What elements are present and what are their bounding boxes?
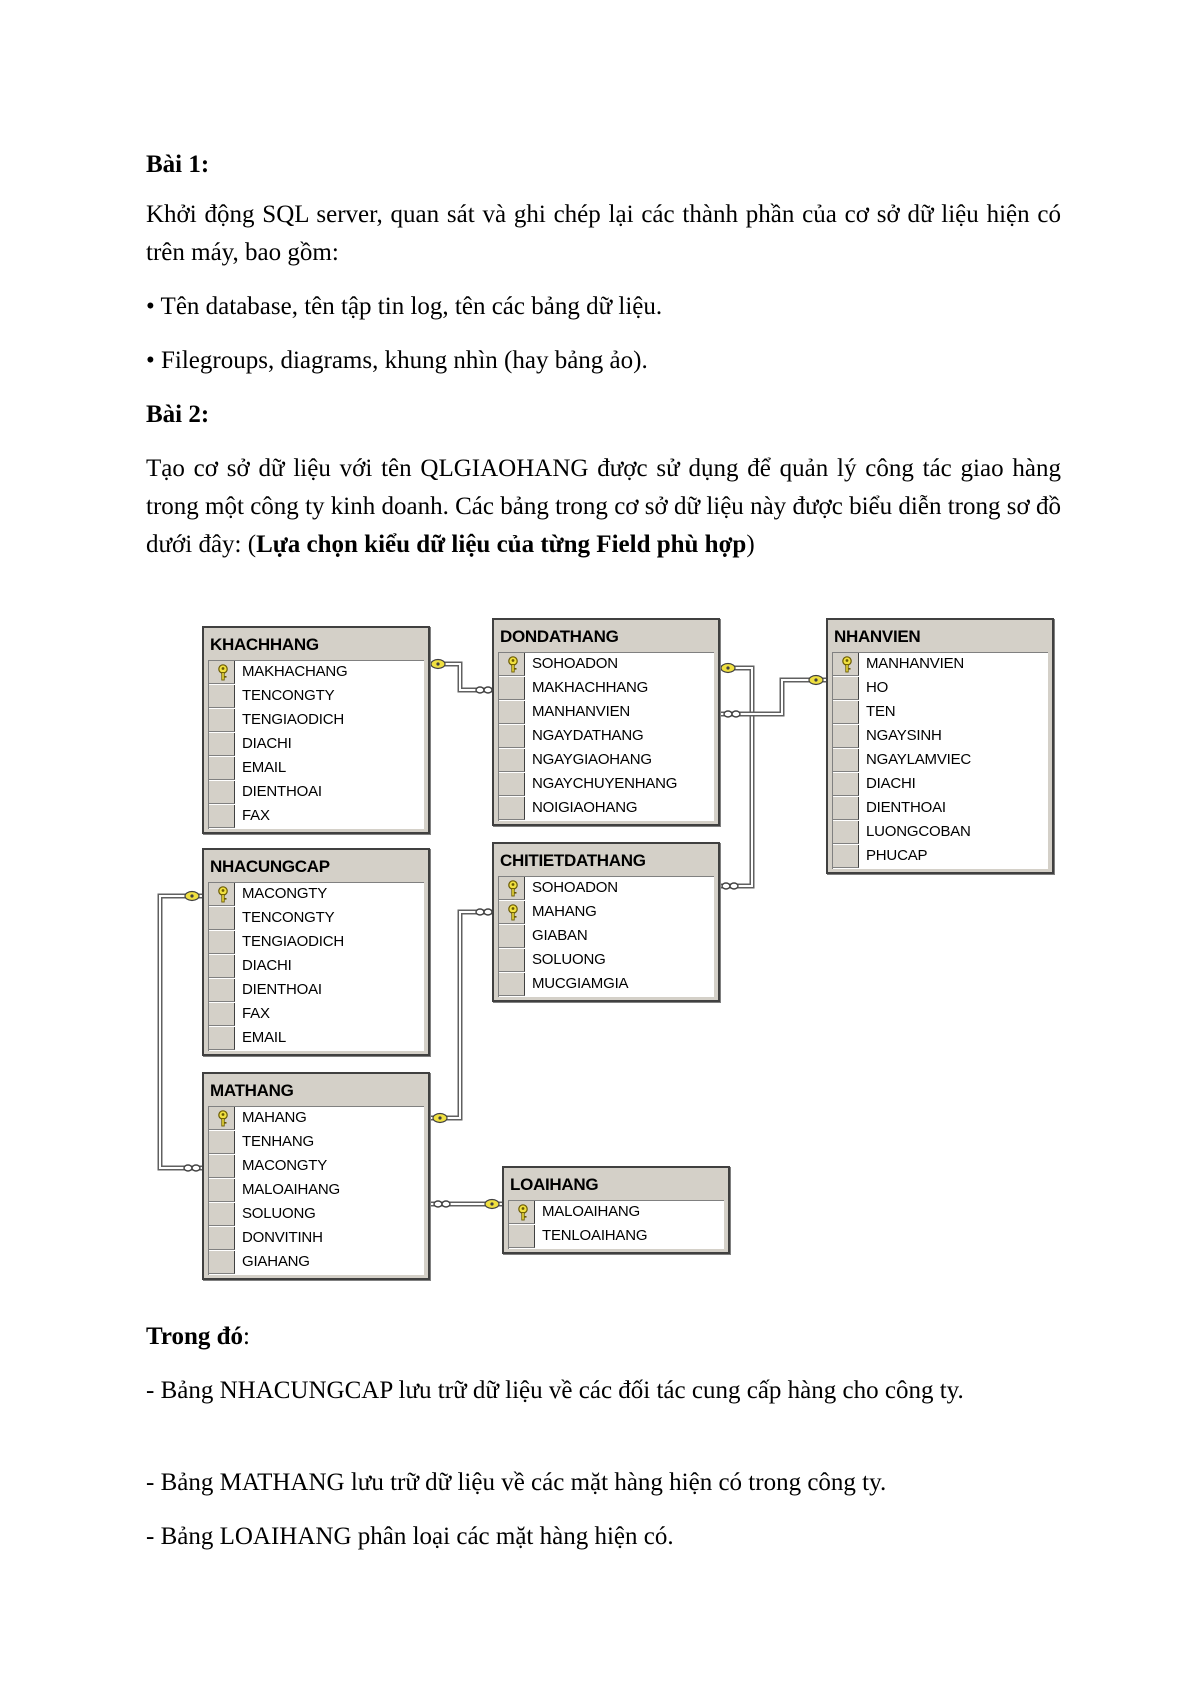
row-selector[interactable] [499, 677, 525, 700]
column-name: TENGIAODICH [242, 933, 344, 950]
column-name: DIACHI [242, 735, 292, 752]
column-row[interactable] [209, 1155, 424, 1179]
one-end-key-icon [485, 1200, 499, 1209]
relationship-line-inner [720, 668, 752, 886]
column-row[interactable] [499, 949, 714, 973]
column-name: DONVITINH [242, 1229, 323, 1246]
column-name: MALOAIHANG [542, 1203, 641, 1220]
relationship-line-inner [720, 680, 826, 714]
row-selector[interactable] [499, 973, 525, 996]
column-row[interactable] [499, 925, 714, 949]
column-name: HO [866, 679, 889, 696]
relationship-line-inner [430, 912, 492, 1118]
row-selector[interactable] [209, 907, 235, 930]
one-end-key-icon [431, 660, 445, 669]
column-row[interactable] [209, 781, 424, 805]
table-title: CHITIETDATHANG [500, 851, 646, 870]
row-selector[interactable] [209, 661, 235, 684]
bai1-bullet-2: • Filegroups, diagrams, khung nhìn (hay bảng ảo). [146, 347, 648, 374]
table-loaihang[interactable] [502, 1166, 730, 1254]
row-selector[interactable] [209, 1155, 235, 1178]
column-name: EMAIL [242, 1029, 287, 1046]
column-row[interactable] [499, 725, 714, 749]
column-row[interactable] [209, 907, 424, 931]
row-selector[interactable] [509, 1225, 535, 1248]
row-selector[interactable] [209, 1251, 235, 1274]
row-selector[interactable] [209, 685, 235, 708]
row-selector[interactable] [499, 925, 525, 948]
column-name: SOHOADON [532, 879, 618, 896]
column-row[interactable] [209, 1131, 424, 1155]
column-name: MALOAIHANG [242, 1181, 341, 1198]
row-selector[interactable] [209, 1203, 235, 1226]
column-row[interactable] [499, 773, 714, 797]
column-name: FAX [242, 1005, 270, 1022]
row-selector[interactable] [209, 757, 235, 780]
column-row[interactable] [833, 701, 1048, 725]
notes-heading-colon: : [243, 1323, 250, 1350]
column-name: DIENTHOAI [866, 799, 946, 816]
row-selector[interactable] [499, 701, 525, 724]
column-name: TEN [866, 703, 896, 720]
table-title: DONDATHANG [500, 627, 619, 646]
column-row[interactable] [209, 883, 424, 907]
primary-key-icon [517, 1204, 529, 1221]
column-row[interactable] [209, 955, 424, 979]
column-name: DIACHI [242, 957, 292, 974]
table-columns [208, 660, 424, 829]
row-selector[interactable] [499, 797, 525, 820]
table-columns [208, 1106, 424, 1275]
bai2-intro-text: Tạo cơ sở dữ liệu với tên QLGIAOHANG được sử dụng để quản lý công tác giao hàng trong một công ty kinh doanh. Các bảng trong cơ sở dữ liệu này được biểu diễn trong sơ đồ dưới đây: ( [146, 455, 1061, 558]
column-name: DIACHI [866, 775, 916, 792]
row-selector[interactable] [509, 1201, 535, 1224]
column-name: SOLUONG [532, 951, 606, 968]
table-nhanvien[interactable] [826, 618, 1054, 874]
column-row[interactable] [209, 1227, 424, 1251]
column-name: TENCONGTY [242, 687, 335, 704]
row-selector[interactable] [833, 653, 859, 676]
column-name: LUONGCOBAN [866, 823, 971, 840]
table-khachhang[interactable] [202, 626, 430, 834]
table-title: LOAIHANG [510, 1175, 599, 1194]
row-selector[interactable] [209, 1107, 235, 1130]
column-row[interactable] [209, 661, 424, 685]
row-selector[interactable] [499, 949, 525, 972]
column-name: NGAYSINH [866, 727, 942, 744]
column-row[interactable] [499, 749, 714, 773]
primary-key-icon [507, 904, 519, 921]
notes-heading: Trong đó [146, 1323, 244, 1350]
column-row[interactable] [209, 979, 424, 1003]
column-name: TENCONGTY [242, 909, 335, 926]
column-row[interactable] [209, 1003, 424, 1027]
one-end-key-icon [809, 676, 823, 685]
primary-key-icon [217, 886, 229, 903]
column-row[interactable] [833, 845, 1048, 869]
bai2-intro-emphasis: Lựa chọn kiểu dữ liệu của từng Field phù hợp [256, 531, 747, 558]
relationship-line [160, 896, 202, 1168]
column-name: NGAYCHUYENHANG [532, 775, 678, 792]
bai2-intro-close: ) [746, 531, 755, 558]
column-name: FAX [242, 807, 270, 824]
column-name: SOHOADON [532, 655, 618, 672]
table-mathang[interactable] [202, 1072, 430, 1280]
column-row[interactable] [509, 1225, 724, 1249]
column-row[interactable] [499, 653, 714, 677]
row-selector[interactable] [833, 749, 859, 772]
column-row[interactable] [833, 821, 1048, 845]
column-name: NOIGIAOHANG [532, 799, 638, 816]
row-selector[interactable] [833, 773, 859, 796]
column-name: NGAYGIAOHANG [532, 751, 652, 768]
column-row[interactable] [209, 1027, 424, 1051]
column-row[interactable] [499, 901, 714, 925]
column-name: MAHANG [532, 903, 597, 920]
row-selector[interactable] [209, 1227, 235, 1250]
table-title: NHANVIEN [834, 627, 921, 646]
row-selector[interactable] [499, 725, 525, 748]
row-selector[interactable] [209, 1027, 235, 1050]
column-row[interactable] [209, 1107, 424, 1131]
column-row[interactable] [833, 725, 1048, 749]
row-selector[interactable] [499, 773, 525, 796]
bai1-heading: Bài 1: [146, 151, 210, 178]
row-selector[interactable] [209, 1179, 235, 1202]
column-name: GIAHANG [242, 1253, 310, 1270]
row-selector[interactable] [209, 1131, 235, 1154]
column-name: SOLUONG [242, 1205, 316, 1222]
table-title: NHACUNGCAP [210, 857, 330, 876]
row-selector[interactable] [209, 805, 235, 828]
table-title: MATHANG [210, 1081, 294, 1100]
column-name: NGAYDATHANG [532, 727, 644, 744]
column-name: DIENTHOAI [242, 783, 322, 800]
column-row[interactable] [833, 773, 1048, 797]
column-name: TENGIAODICH [242, 711, 344, 728]
note-item-2: - Bảng MATHANG lưu trữ dữ liệu về các mặt hàng hiện có trong công ty. [146, 1469, 887, 1496]
bai1-intro: Khởi động SQL server, quan sát và ghi chép lại các thành phần của cơ sở dữ liệu hiện có trên máy, bao gồm: [146, 201, 1061, 266]
one-end-key-icon [185, 892, 199, 901]
table-dondathang[interactable] [492, 618, 720, 826]
column-name: MAKHACHANG [242, 663, 348, 680]
row-selector[interactable] [499, 653, 525, 676]
table-columns [508, 1200, 724, 1249]
note-item-3: - Bảng LOAIHANG phân loại các mặt hàng hiện có. [146, 1523, 674, 1550]
primary-key-icon [507, 656, 519, 673]
column-row[interactable] [499, 973, 714, 997]
column-row[interactable] [833, 797, 1048, 821]
column-row[interactable] [499, 701, 714, 725]
column-name: MAHANG [242, 1109, 307, 1126]
row-selector[interactable] [209, 781, 235, 804]
row-selector[interactable] [209, 931, 235, 954]
table-nhacungcap[interactable] [202, 848, 430, 1056]
column-row[interactable] [209, 709, 424, 733]
column-row[interactable] [499, 877, 714, 901]
column-name: MANHANVIEN [866, 655, 965, 672]
row-selector[interactable] [499, 901, 525, 924]
column-row[interactable] [209, 1203, 424, 1227]
relationship-line [720, 680, 826, 714]
column-name: TENLOAIHANG [542, 1227, 648, 1244]
column-name: EMAIL [242, 759, 287, 776]
row-selector[interactable] [833, 797, 859, 820]
primary-key-icon [841, 656, 853, 673]
column-row[interactable] [499, 797, 714, 821]
column-row[interactable] [833, 677, 1048, 701]
row-selector[interactable] [499, 877, 525, 900]
column-name: MAKHACHHANG [532, 679, 649, 696]
column-row[interactable] [209, 757, 424, 781]
row-selector[interactable] [209, 733, 235, 756]
row-selector[interactable] [209, 1003, 235, 1026]
column-row[interactable] [209, 733, 424, 757]
column-row[interactable] [499, 677, 714, 701]
row-selector[interactable] [833, 725, 859, 748]
column-row[interactable] [833, 749, 1048, 773]
notes-heading-line [146, 1318, 1061, 1356]
bai2-heading: Bài 2: [146, 401, 210, 428]
column-name: MUCGIAMGIA [532, 975, 629, 992]
row-selector[interactable] [209, 883, 235, 906]
one-end-key-icon [433, 1114, 447, 1123]
column-row[interactable] [209, 685, 424, 709]
column-name: TENHANG [242, 1133, 314, 1150]
table-columns [208, 882, 424, 1051]
column-name: DIENTHOAI [242, 981, 322, 998]
table-chitietdathang[interactable] [492, 842, 720, 1002]
column-row[interactable] [209, 931, 424, 955]
row-selector[interactable] [209, 979, 235, 1002]
column-row[interactable] [509, 1201, 724, 1225]
column-name: MACONGTY [242, 885, 328, 902]
primary-key-icon [217, 664, 229, 681]
column-row[interactable] [209, 1179, 424, 1203]
one-end-key-icon [721, 664, 735, 673]
column-row[interactable] [209, 805, 424, 829]
row-selector[interactable] [833, 701, 859, 724]
column-name: MACONGTY [242, 1157, 328, 1174]
primary-key-icon [507, 880, 519, 897]
table-title: KHACHHANG [210, 635, 319, 654]
row-selector[interactable] [833, 677, 859, 700]
row-selector[interactable] [209, 709, 235, 732]
column-name: NGAYLAMVIEC [866, 751, 972, 768]
column-row[interactable] [833, 653, 1048, 677]
row-selector[interactable] [833, 845, 859, 868]
column-name: GIABAN [532, 927, 588, 944]
relationship-line [720, 668, 752, 886]
note-item-1: - Bảng NHACUNGCAP lưu trữ dữ liệu về các đối tác cung cấp hàng cho công ty. [146, 1377, 964, 1404]
table-columns [832, 652, 1048, 869]
relationship-line-inner [160, 896, 202, 1168]
row-selector[interactable] [499, 749, 525, 772]
column-name: PHUCAP [866, 847, 928, 864]
bai1-bullet-1: • Tên database, tên tập tin log, tên các bảng dữ liệu. [146, 293, 663, 320]
column-name: MANHANVIEN [532, 703, 631, 720]
table-columns [498, 876, 714, 997]
primary-key-icon [217, 1110, 229, 1127]
column-row[interactable] [209, 1251, 424, 1275]
table-columns [498, 652, 714, 821]
row-selector[interactable] [209, 955, 235, 978]
row-selector[interactable] [833, 821, 859, 844]
